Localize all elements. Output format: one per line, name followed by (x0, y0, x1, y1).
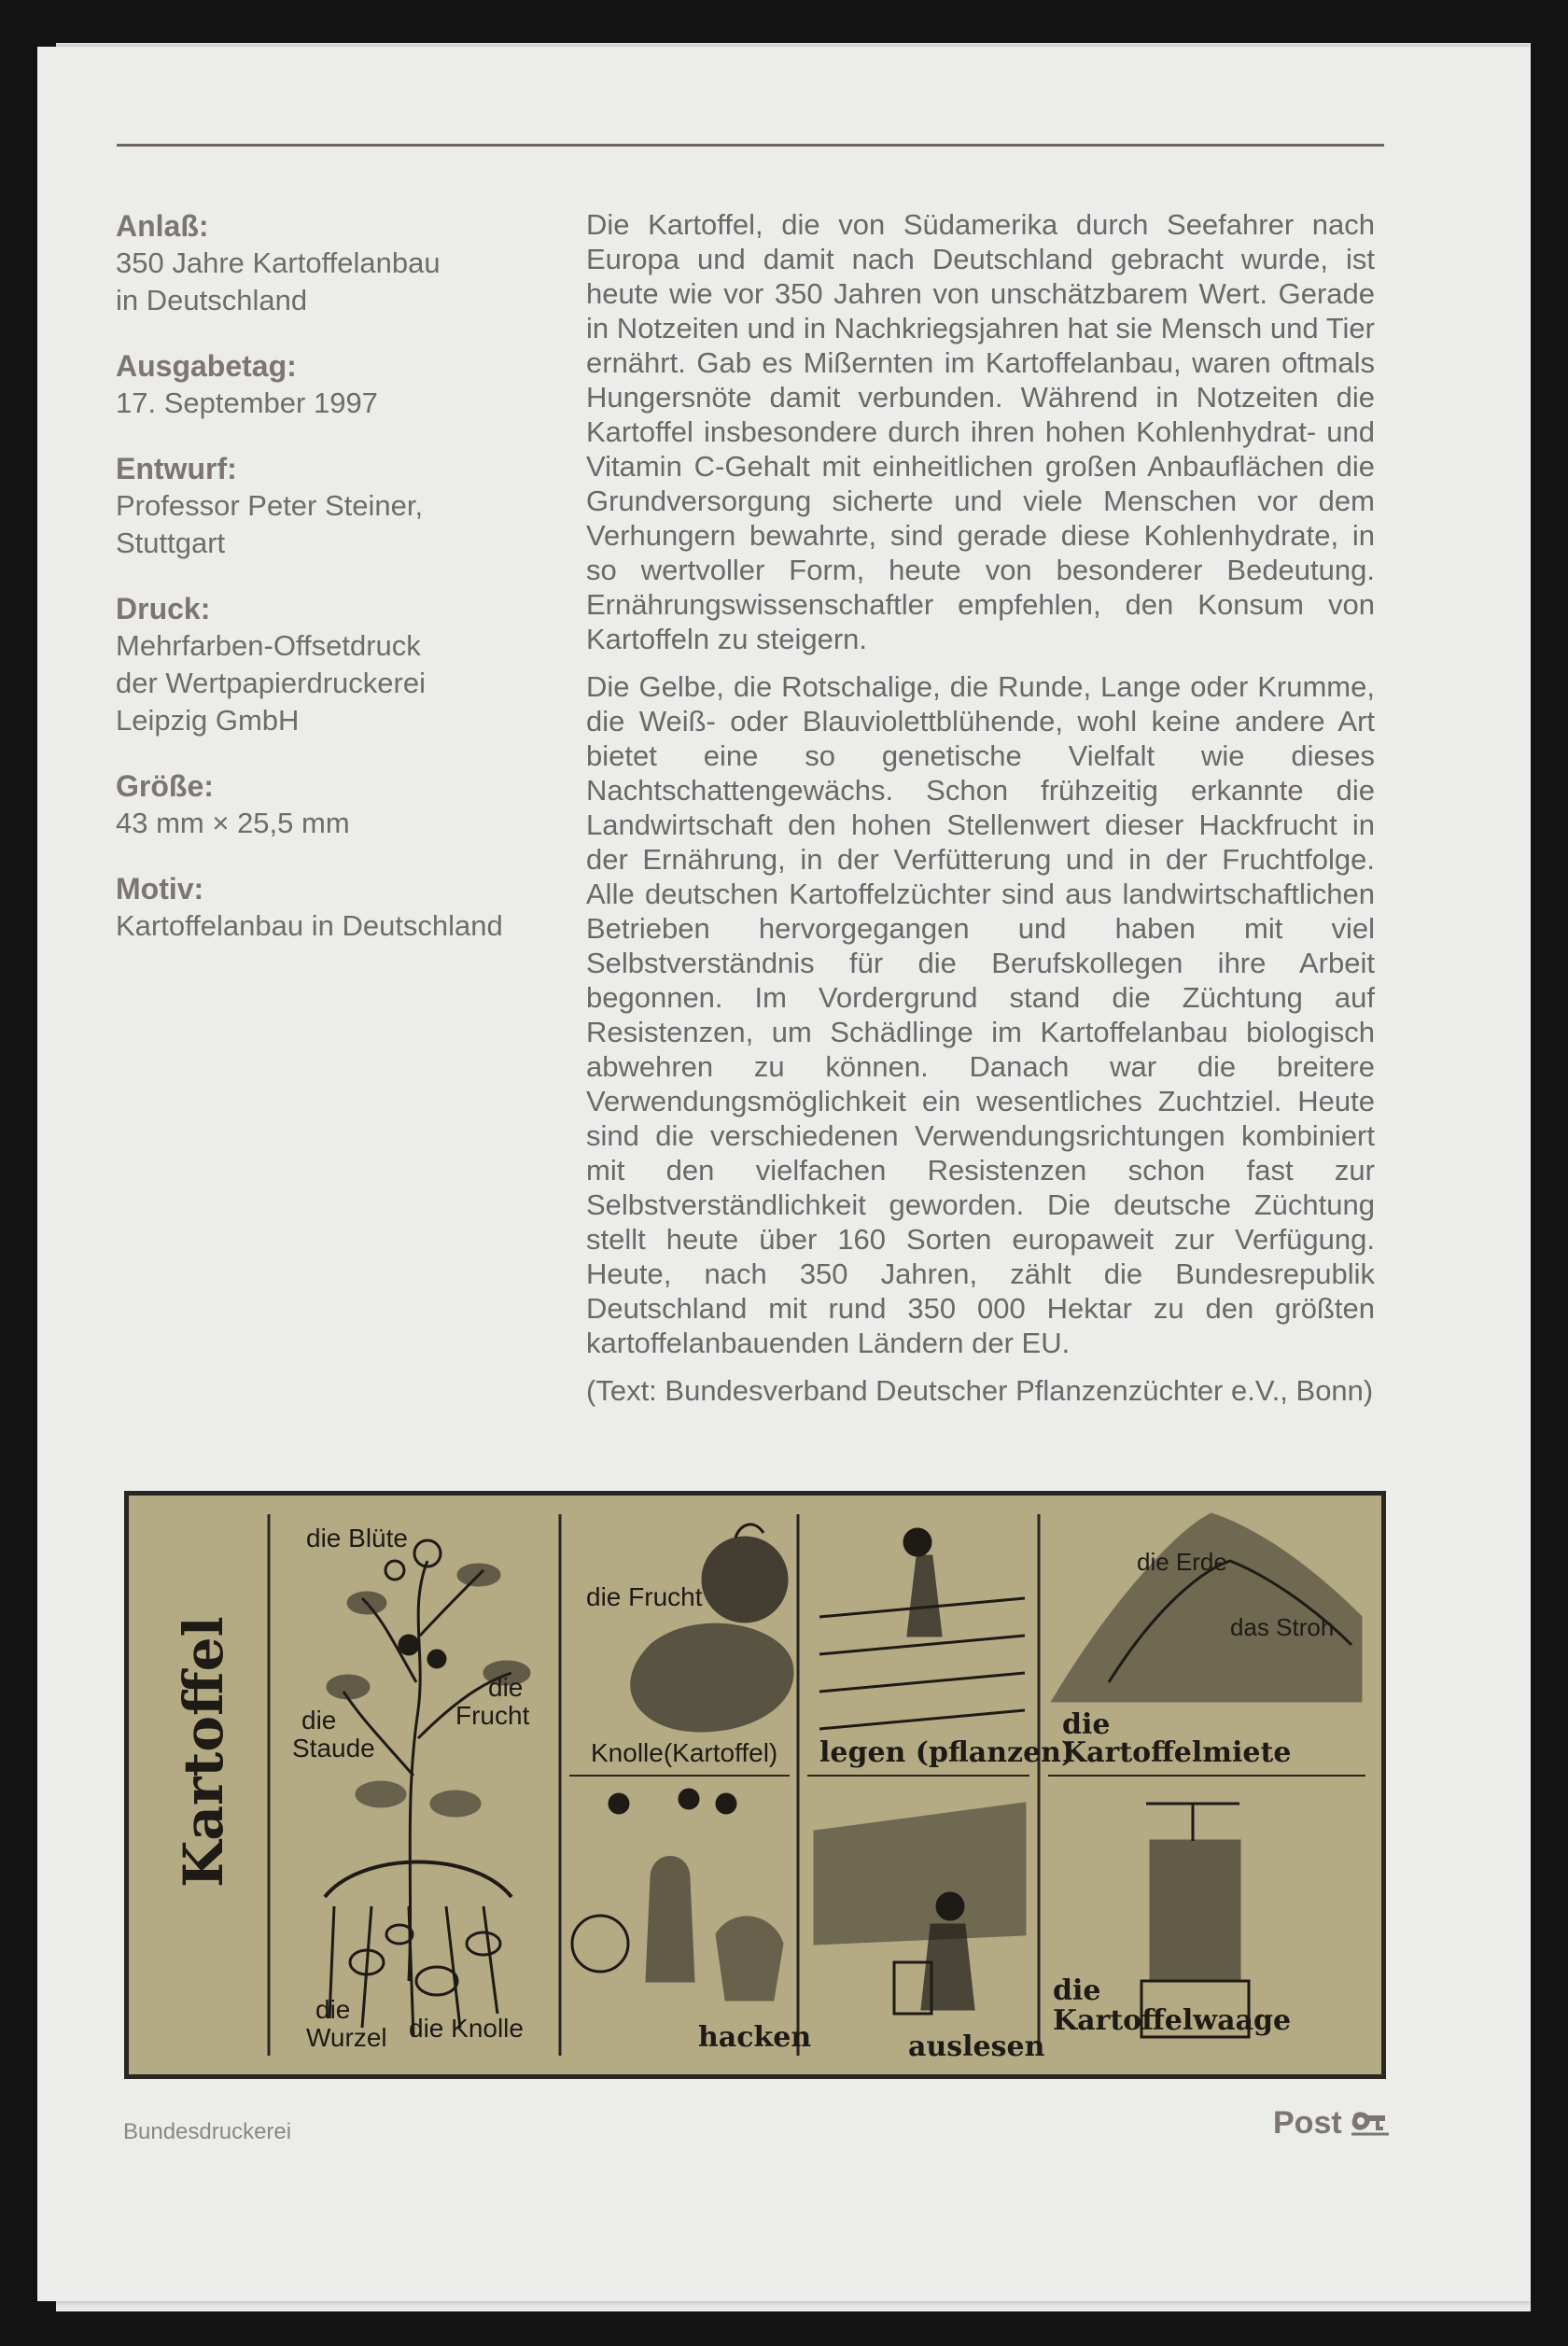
stamp-illustration (124, 1491, 1386, 2079)
paragraph-source: (Text: Bundesverband Deutscher Pflanzenzüchter e.V., Bonn) (586, 1374, 1374, 1407)
body-text (586, 207, 1375, 1421)
field-motiv (116, 870, 554, 945)
label-knolle: die Knolle (409, 2014, 524, 2043)
label-staude-2: Staude (292, 1734, 375, 1763)
label-frucht: die Frucht (586, 1582, 703, 1611)
label-waage-2: Kartoffelwaage (1053, 2004, 1292, 2037)
posthorn-icon (1348, 2108, 1393, 2140)
field-value: Kartoffelanbau in Deutschland (116, 909, 503, 942)
field-druck (116, 590, 554, 739)
label-legen: legen (pflanzen) (819, 1736, 1075, 1769)
field-label: Anlaß: (116, 209, 209, 243)
paragraph-history: Die Kartoffel, die von Südamerika durch Seefahrer nach Europa und damit nach Deutschland gebracht wurde, ist heute wie vor 350 Jahren von unschätzbarem Wert. Gerade in Notzeiten und in Nachkriegsjahren hat sie Mensch und Tier ernährt. Gab es Mißernten im Kartoffelanbau, waren oftmals Hungersnöte damit verbunden. Während in Notzeiten die Kartoffel insbesondere durch ihren hohen Kohlenhydrat- und Vitamin C-Gehalt mit einheitlichen großen Anbauflächen die Grundversorgung sicherte und viele Menschen vor dem Verhungern bewahrte, sind gerade diese Kohlenhydrate, in so wertvoller Form, heute von besonderer Bedeutung. Ernährungswissenschaftler empfehlen, den Konsum von Kartoffeln zu steigern. (586, 208, 1375, 655)
label-frucht-1: die (488, 1673, 524, 1702)
label-erde: die Erde (1137, 1548, 1227, 1576)
planting-drawing (819, 1529, 1025, 1729)
sorting-drawing (815, 1804, 1025, 2014)
tuber-drawing (632, 1524, 792, 1731)
field-label: Motiv: (116, 872, 204, 906)
illustration-svg (129, 1496, 1381, 2074)
field-ausgabetag (116, 347, 554, 422)
vertical-title: Kartoffel (172, 1616, 235, 1888)
field-entwurf (116, 450, 554, 562)
printer-credit: Bundesdruckerei (123, 2119, 292, 2144)
hoeing-drawing (572, 1790, 782, 2000)
label-miete-2: Kartoffelmiete (1062, 1736, 1292, 1769)
label-stroh: das Stroh (1230, 1613, 1335, 1641)
label-knolle-kartoffel: Knolle(Kartoffel) (591, 1738, 778, 1767)
label-bluete: die Blüte (306, 1524, 408, 1552)
field-anlass (116, 207, 554, 319)
label-miete-1: die (1062, 1708, 1111, 1741)
post-label: Post (1273, 2105, 1342, 2141)
field-groesse (116, 767, 554, 842)
label-staude-1: die (301, 1706, 337, 1735)
paragraph-breeding: Die Gelbe, die Rotschalige, die Runde, Lange oder Krumme, die Weiß- oder Blauviolettblühende, wohl keine andere Art bietet eine so genetische Vielfalt wie dieses Nachtschattengewächs. Schon frühzeitig erkannte die Landwirtschaft den hohen Stellenwert dieser Hackfrucht in der Ernährung, in der Verfütterung und in der Fruchtfolge. Alle deutschen Kartoffelzüchter sind aus landwirtschaftlichen Betrieben hervorgegangen und haben mit viel Selbstverständnis für die Berufskollegen ihre Arbeit begonnen. Im Vordergrund stand die Züchtung auf Resistenzen, um Schädlinge im Kartoffelanbau biologisch abwehren zu können. Danach war die breitere Verwendungsmöglichkeit ein wesentliches Zuchtziel. Heute sind die verschiedenen Verwendungsrichtungen kombiniert mit den vielfachen Resistenzen schon fast zur Selbstverständlichkeit geworden. Die deutsche Züchtung stellt heute über 160 Sorten europaweit zur Verfügung. Heute, nach 350 Jahren, zählt die Bundesrepublik Deutschland mit rund 350 000 Hektar zu den größten kartoffelanbauenden Ländern der EU. (586, 670, 1375, 1359)
field-value: 43 mm × 25,5 mm (116, 807, 350, 839)
clamp-drawing (1053, 1514, 1361, 1701)
field-value: 350 Jahre Kartoffelanbau in Deutschland (116, 246, 441, 316)
field-value: 17. September 1997 (116, 386, 378, 419)
top-divider (117, 144, 1384, 147)
label-auslesen: auslesen (908, 2030, 1045, 2063)
field-label: Druck: (116, 592, 211, 625)
field-label: Entwurf: (116, 452, 237, 485)
scale-drawing (1141, 1804, 1249, 2037)
label-waage-1: die (1053, 1974, 1101, 2007)
field-value: Mehrfarben-Offsetdruck der Wertpapierdruckerei Leipzig GmbH (116, 629, 426, 737)
potato-plant-drawing (325, 1540, 529, 2037)
field-label: Ausgabetag: (116, 349, 297, 383)
stamp-details (116, 207, 554, 973)
label-wurzel-1: die (315, 1995, 351, 2024)
label-hacken: hacken (698, 2021, 812, 2054)
field-value: Professor Peter Steiner, Stuttgart (116, 489, 424, 559)
label-wurzel-2: Wurzel (306, 2023, 387, 2052)
post-logo (1273, 2105, 1393, 2142)
label-frucht-2: Frucht (455, 1701, 530, 1730)
field-label: Größe: (116, 769, 214, 803)
